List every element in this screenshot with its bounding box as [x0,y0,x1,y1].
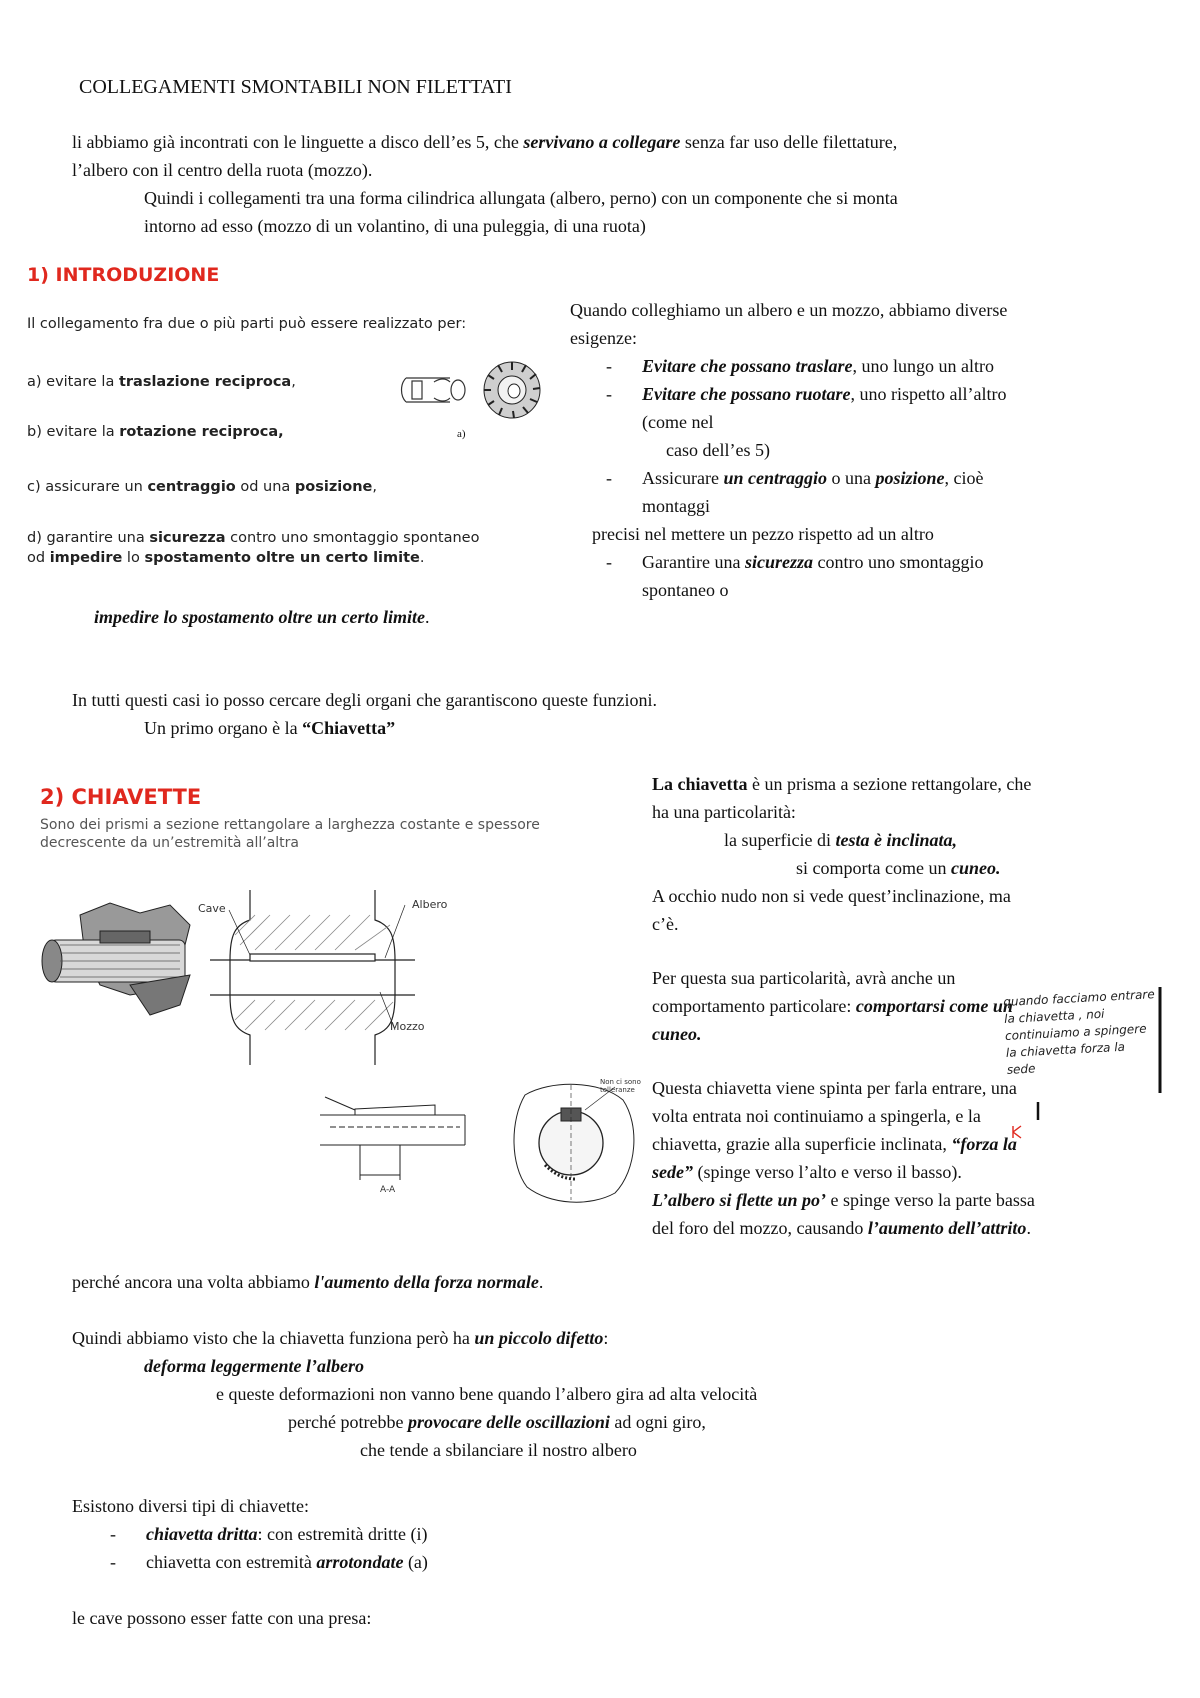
bottom-line-1: perché ancora una volta abbiamo l'aumento della forza normale. [72,1272,544,1292]
label-dim: A-A [380,1185,396,1195]
right2-line-7: Per questa sua particolarità, avrà anche un [652,968,956,988]
label-non-tolleranze: Non ci sono tolleranze [600,1078,641,1094]
right2-line-11: volta entrata noi continuiamo a spingerla, e la [652,1106,981,1126]
right1-item-2-line-3: caso dell’es 5) [666,440,770,460]
right2-line-14: L’albero si flette un po’ e spinge verso la parte bassa [652,1190,1035,1210]
section-2-heading: 2) CHIAVETTE [40,785,202,809]
right1-item-2: - Evitare che possano ruotare, uno rispetto all’altro [606,384,1007,404]
red-caret-mark-icon [1010,1124,1026,1142]
intro-line-2: l’albero con il centro della ruota (mozzo). [72,160,373,180]
bridge-line-2: Un primo organo è la “Chiavetta” [144,718,396,738]
intro-line-4: intorno ad esso (mozzo di un volantino, di una puleggia, di una ruota) [144,216,646,236]
bottom-line-5: perché potrebbe provocare delle oscillazioni ad ogni giro, [288,1412,706,1432]
figure-a-label: a) [457,428,466,440]
bridge-line-1: In tutti questi casi io posso cercare degli organi che garantiscono queste funzioni. [72,690,657,710]
item-d-line-1: d) garantire una sicurezza contro uno smontaggio spontaneo [27,530,480,546]
label-albero: Albero [412,898,448,911]
right2-line-13: sede” (spinge verso l’alto e verso il basso). [652,1162,962,1182]
right2-line-8: comportamento particolare: comportarsi come un [652,996,1013,1016]
hub-cross-section-figure [505,1075,640,1210]
right1-item-3-line-2: montaggi [642,496,710,516]
right2-line-12: chiavetta, grazie alla superficie inclinata, “forza la [652,1134,1017,1154]
right1-item-2-line-2: (come nel [642,412,714,432]
label-cave: Cave [198,902,226,915]
shaft-gear-figure [398,360,548,450]
bottom-line-4: e queste deformazioni non vanno bene quando l’albero gira ad alta velocità [216,1384,758,1404]
page-title: COLLEGAMENTI SMONTABILI NON FILETTATI [79,76,512,98]
handwritten-bracket [1150,985,1170,1095]
right2-line-9: cuneo. [652,1024,702,1044]
right2-line-5: A occhio nudo non si vede quest’inclinazione, ma [652,886,1011,906]
right1-line-1: Quando colleghiamo un albero e un mozzo, abbiamo diverse [570,300,1008,320]
right2-line-2: ha una particolarità: [652,802,796,822]
insertion-mark-icon [1030,1100,1046,1122]
right1-item-1: - Evitare che possano traslare, uno lungo un altro [606,356,995,376]
section-2-lead-1: Sono dei prismi a sezione rettangolare a larghezza costante e spessore [40,817,540,833]
section-2-lead-2: decrescente da un’estremità all’altra [40,835,300,851]
right1-item-3: - Assicurare un centraggio o una posizione, cioè [606,468,984,488]
right2-line-6: c’è. [652,914,679,934]
right2-line-3: la superficie di testa è inclinata, [724,830,957,850]
chiavette-type-1: - chiavetta dritta: con estremità dritte (i) [110,1524,428,1544]
item-c: c) assicurare un centraggio od una posizione, [27,479,378,495]
key-side-view-figure [315,1085,475,1200]
intro-line-3: Quindi i collegamenti tra una forma cilindrica allungata (albero, perno) con un componente che si monta [144,188,898,208]
right2-line-4: si comporta come un cuneo. [796,858,1001,878]
bottom-line-3: deforma leggermente l’albero [144,1356,364,1376]
bottom-line-7: Esistono diversi tipi di chiavette: [72,1496,309,1516]
right1-item-4: - Garantire una sicurezza contro uno smontaggio [606,552,984,572]
right1-item-4-line-2: spontaneo o [642,580,729,600]
bottom-line-8: le cave possono esser fatte con una presa: [72,1608,372,1628]
right2-line-10: Questa chiavetta viene spinta per farla entrare, una [652,1078,1017,1098]
section-1-lead: Il collegamento fra due o più parti può essere realizzato per: [27,316,467,332]
right1-item-3-line-3: precisi nel mettere un pezzo rispetto ad un altro [592,524,934,544]
bottom-line-2: Quindi abbiamo visto che la chiavetta funziona però ha un piccolo difetto: [72,1328,609,1348]
handwritten-note: quando facciamo entrare la chiavetta , noi continuiamo a spingere la chiavetta forza la sede [1002,987,1156,1077]
impedire-line: impedire lo spostamento oltre un certo limite. [94,607,430,627]
key-shaft-3d-figure [40,895,205,1025]
right2-line-15: del foro del mozzo, causando l’aumento dell’attrito. [652,1218,1031,1238]
item-b: b) evitare la rotazione reciproca, [27,424,284,440]
item-d-line-2: od impedire lo spostamento oltre un certo limite. [27,550,425,566]
section-1-heading: 1) INTRODUZIONE [27,264,220,286]
right2-line-1: La chiavetta è un prisma a sezione rettangolare, che [652,774,1032,794]
bottom-line-6: che tende a sbilanciare il nostro albero [360,1440,637,1460]
bevel-gear [484,362,540,418]
shaft-hub-section-figure [195,880,435,1075]
item-a: a) evitare la traslazione reciproca, [27,374,296,390]
chiavette-type-2: - chiavetta con estremità arrotondate (a) [110,1552,428,1572]
right1-line-2: esigenze: [570,328,637,348]
intro-line-1: li abbiamo già incontrati con le linguette a disco dell’es 5, che servivano a collegare senza far uso delle filettature, [72,132,898,152]
label-mozzo: Mozzo [390,1020,425,1033]
